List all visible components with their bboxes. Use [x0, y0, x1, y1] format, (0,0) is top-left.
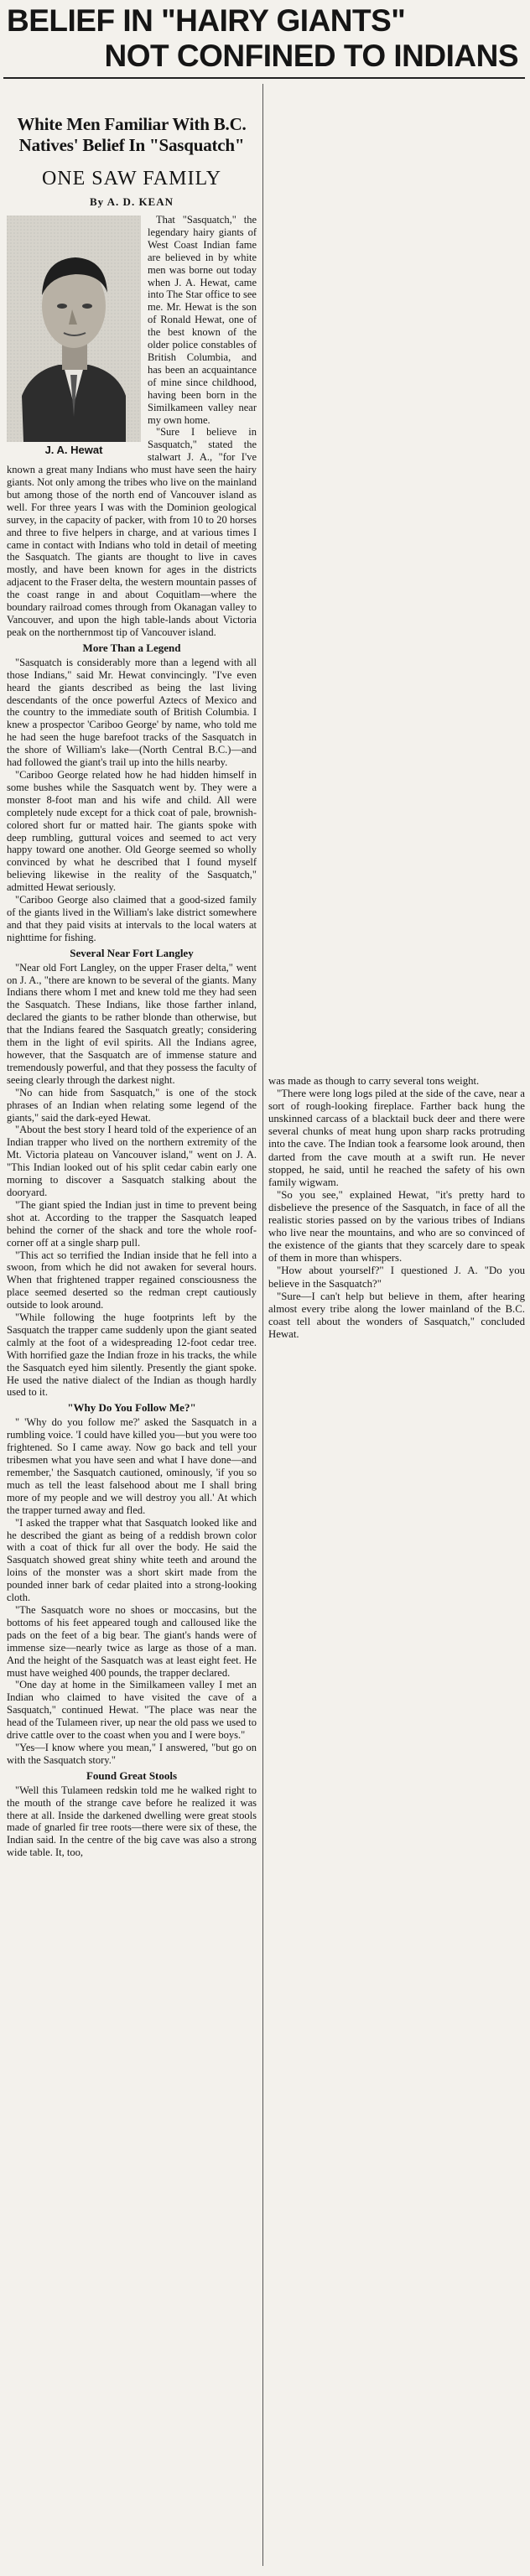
column-one: [7, 109, 257, 1859]
headline-rule: [3, 77, 525, 79]
subhead: ONE SAW FAMILY: [41, 168, 222, 190]
paragraph: "The giant spied the Indian just in time to prevent being shot at. According to the trapper the Sasquatch leaped behind the corner of the shack and tore the whole roof-corner off at a single sharp pull.: [7, 1198, 257, 1249]
paragraph: "While following the huge footprints left by the Sasquatch the trapper came suddenly upon the giant seated calmly at the foot of a widespreading 12-foot cedar tree. With horrified gaze the Indian froze in his tracks, the while the Sasquatch eyed him silently. Presently the giant spoke. He used the native dialect of the Indian as though hardly used to it.: [7, 1311, 257, 1399]
paragraph: "Sure I believe in Sasquatch," stated the stalwart J. A., "for I've known a great many Indians who must have seen the hairy giants. Not only among the tribes who live on the mainland but among those of the north end of Vancouver island as well. For three years I was with the Dominion geological survey, in the capacity of packer, with from 10 to 20 horses and three to five helpers in charge, and at various times I came in contact with Indians who told in detail of meeting the Sasquatch. The giants are thought to live in caves mostly, and have been known for ages in the districts adjacent to the Fraser delta, the western mountain passes of the coast range in and about Coquitlam—where the boundary railroad comes through from Okanagan valley to Vancouver, and upon the high table-lands about Victoria peak on the northernmost tip of Vancouver island.: [7, 426, 257, 638]
paragraph: "This act so terrified the Indian inside that he fell into a swoon, from which he did not awaken for several hours. When that frightened trapper regained consciousness the place seemed deserted so the redman crept cautiously outside to look around.: [7, 1249, 257, 1311]
column-separator: [262, 84, 263, 2566]
paragraph: "The Sasquatch wore no shoes or moccasins, but the bottoms of his feet appeared tough and calloused like the pads on the feet of a big bear. The giant's hands were of immense size—nearly twice as large as those of a man. And the height of the Sasquatch was at least eight feet. He must have weighed 400 pounds, the trapper declared.: [7, 1603, 257, 1679]
paragraph: "So you see," explained Hewat, "it's pretty hard to disbelieve the presence of the Sasquatch, in face of all the realistic stories passed on by the various tribes of Indians who live near the mountains, and who are so convinced of the existence of the giants that they scarcely dare to speak of them in more than whispers.: [268, 1188, 525, 1265]
paragraph: "One day at home in the Similkameen valley I met an Indian who claimed to have visited the cave of a Sasquatch," continued Hewat. "The place was near the head of the Tulameen river, up near the old pass we used to drive cattle over to the coast when you and I were boys.": [7, 1679, 257, 1742]
paragraph: "Yes—I know where you mean," I answered, "but go on with the Sasquatch story.": [7, 1741, 257, 1766]
column-two: [268, 1075, 525, 1341]
paragraph: "Cariboo George related how he had hidden himself in some bushes while the Sasquatch went by. They were a monster 8-foot man and his wife and child. All were completely nude except for a thick coat of pale, brownish-colored short fur or matted hair. The giants spoke with deep rumbling, guttural voices and seemed to act very happy toward one another. Old George seemed so wholly convinced by what he described that I found myself believing likewise in the reality of the Sasquatch," admitted Hewat seriously.: [7, 768, 257, 894]
paragraph: "No can hide from Sasquatch," is one of the stock phrases of an Indian when relating some legend of the giants," said the dark-eyed Hewat.: [7, 1086, 257, 1124]
paragraph: " 'Why do you follow me?' asked the Sasquatch in a rumbling voice. 'I could have killed you—but you were too frightened. So I came away. Now go back and tell your tribesmen what you have seen and what I have done—and remember,' the Sasquatch cautioned, ominously, 'if you so much as tell the least falsehood about me I shall bring more of my people and we will destroy you all.' At which the trapper turned away and fled.: [7, 1416, 257, 1516]
section-heading: Several Near Fort Langley: [70, 946, 194, 959]
paragraph: "Sure—I can't help but believe in them, after hearing almost every tribe along the lower mainland of the B.C. coast tell about the wonders of Sasquatch," concluded Hewat.: [268, 1290, 525, 1340]
paragraph: "Near old Fort Langley, on the upper Fraser delta," went on J. A., "there are known to be several of the giants. Many Indians there whom I met and knew told me they had seen the Sasquatch. These Indians, like those farther inland, declared the giants to be rather blonde than otherwise, but that the Indians feared the Sasquatch greatly; considering them in the light of evil spirits. All the Indians agree, however, that the Sasquatch are of immense stature and tremendously powerful, and that they possess the faculty of seeing clearly through the darkest night.: [7, 961, 257, 1086]
paragraph: "Sasquatch is considerably more than a legend with all those Indians," said Mr. Hewat convincingly. "I've even heard the giants described as being the last living descendants of the once powerful Aztecs of Mexico and the country to the immediate south of British Columbia. I knew a prospector 'Cariboo George' by name, who told me he had seen the huge barefoot tracks of the Sasquatch in the shore of William's lake—(North Central B.C.)—and had followed the giant's trail up into the hills nearby.: [7, 656, 257, 769]
section-heading: Found Great Stools: [86, 1768, 178, 1782]
paragraph: "About the best story I heard told of the experience of an Indian trapper who lived on the northern extremity of the Mt. Victoria plateau on Vancouver island," went on J. A. "This Indian looked out of his split cedar cabin early one morning to discover a Sasquatch stalking about the dooryard.: [7, 1124, 257, 1198]
section-heading: More Than a Legend: [82, 641, 181, 654]
headline-line-2: NOT CONFINED TO INDIANS: [104, 39, 518, 73]
article-body-col2: [268, 1075, 525, 1341]
paragraph: "Well this Tulameen redskin told me he walked right to the mouth of the strange cave before he realized it was there at all. Inside the darkened dwelling were great stools made of gnarled fir tree roots—there were six of these, the Indian said. In the centre of the big cave was also a strong wide table. It, too,: [7, 1784, 257, 1859]
byline: By A. D. KEAN: [89, 195, 174, 208]
portrait-image: [7, 216, 141, 442]
deck: White Men Familiar With B.C. Natives' Belief In "Sasquatch": [17, 114, 247, 155]
paragraph: was made as though to carry several tons weight.: [268, 1075, 480, 1087]
section-heading: "Why Do You Follow Me?": [67, 1401, 196, 1415]
headline: [5, 3, 525, 74]
paragraph: "I asked the trapper what that Sasquatch looked like and he described the giant as being of a reddish brown color with a coat of thick fur all over the body. He said the Sasquatch showed great shiny white teeth and around the loins of the monster was a short skirt made from the pounded inner bark of cedar plaited into a strong-looking cloth.: [7, 1516, 257, 1604]
portrait-photo: [7, 216, 141, 459]
headline-line-1: BELIEF IN "HAIRY GIANTS": [7, 3, 406, 38]
paragraph: "How about yourself?" I questioned J. A. "Do you believe in the Sasquatch?": [268, 1265, 525, 1290]
paragraph: That "Sasquatch," the legendary hairy giants of West Coast Indian fame are believed in by white men was borne out today when J. A. Hewat, came into The Star office to see me. Mr. Hewat is the son of Ronald Hewat, one of the best known of the older police constables of British Columbia, and has been an acquaintance of mine since childhood, having been born in the Similkameen valley near my own home.: [148, 214, 257, 426]
article-lead: [7, 214, 257, 1859]
portrait-caption: J. A. Hewat: [44, 444, 103, 456]
paragraph: "Cariboo George also claimed that a good-sized family of the giants lived in the William's lake district somewhere and that they paid visits at intervals to the local waters at nighttime for fishing.: [7, 894, 257, 943]
article-body-col1: [7, 214, 257, 1859]
paragraph: "There were long logs piled at the side of the cave, near a sort of rough-looking fireplace. Farther back hung the unskinned carcass of a blacktail buck deer and there were several chunks of meat hung upon sharp racks protruding into the cave. The Indian took a fearsome look around, then darted from the cave mouth at a swift run. He never stopped, he said, until he reached the safety of his own family wigwam.: [268, 1088, 525, 1188]
